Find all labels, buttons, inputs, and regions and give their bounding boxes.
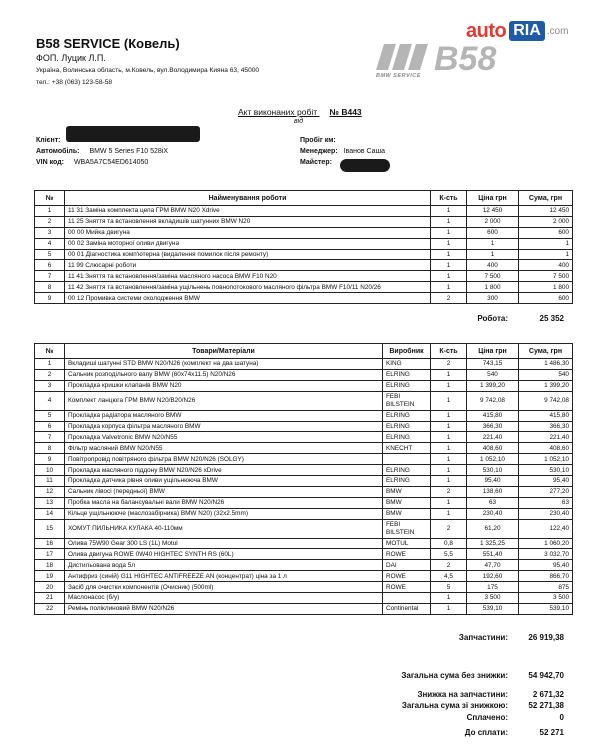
table-cell: 63 — [519, 497, 573, 508]
table-cell: 230,40 — [519, 508, 573, 519]
table-cell: 5 — [35, 249, 65, 260]
table-cell: 9 — [35, 293, 65, 304]
summary-with-discount-value: 52 271,38 — [528, 701, 564, 710]
table-row — [35, 216, 573, 227]
works-col-name: Найменування роботи — [65, 191, 431, 206]
table-cell: 600 — [467, 227, 519, 238]
table-cell: 7 — [35, 432, 65, 443]
works-col-number: № — [35, 191, 65, 206]
table-cell: 3 032,70 — [519, 549, 573, 560]
table-cell: Олива двигуна ROWE 0W40 HIGHTEC SYNTH RS (60L) — [65, 549, 383, 560]
company-name: B58 SERVICE (Ковель) — [36, 36, 180, 51]
table-cell: 1 — [431, 216, 467, 227]
parts-total-value: 26 919,38 — [528, 633, 564, 642]
table-cell: 14 — [35, 508, 65, 519]
company-address: Україна, Волинська область, м.Ковель, вул.Володимира Кияна 63, 45000 — [36, 67, 260, 74]
table-cell: 1 399,20 — [467, 380, 519, 391]
table-cell: 9 — [35, 454, 65, 465]
table-cell: 1 — [431, 603, 467, 614]
table-cell: 221,40 — [519, 432, 573, 443]
table-row — [35, 465, 573, 476]
table-cell: 366,30 — [467, 421, 519, 432]
table-row — [35, 519, 573, 538]
company-owner: ФОП. Луцик Л.П. — [36, 53, 106, 63]
b58-logo-subtitle: BMW SERVICE — [376, 73, 421, 79]
table-cell: 8 — [35, 443, 65, 454]
table-cell: 20 — [35, 582, 65, 593]
table-cell: 95,40 — [519, 560, 573, 571]
table-row — [35, 391, 573, 410]
table-cell: 1 — [35, 206, 65, 217]
vin-label: VIN код: — [36, 159, 64, 166]
table-cell: 1 052,10 — [467, 454, 519, 465]
table-cell: Прокладка кришки клапанів BMW N20 — [65, 380, 383, 391]
table-cell: BMW — [383, 508, 431, 519]
client-redacted — [66, 126, 200, 142]
table-row — [35, 432, 573, 443]
table-cell: 22 — [35, 603, 65, 614]
table-cell: KNECHT — [383, 443, 431, 454]
works-col-price: Ціна грн — [467, 191, 519, 206]
table-cell: 61,20 — [467, 519, 519, 538]
table-cell: 1 — [431, 593, 467, 604]
table-row — [35, 538, 573, 549]
table-cell: 1 — [431, 508, 467, 519]
table-row — [35, 443, 573, 454]
table-cell: 1 — [467, 249, 519, 260]
table-cell: 2 — [35, 369, 65, 380]
table-cell: 3 500 — [467, 593, 519, 604]
table-cell: 19 — [35, 571, 65, 582]
table-cell: 9 742,08 — [467, 391, 519, 410]
table-cell: 5,5 — [431, 549, 467, 560]
table-cell: 00 01 Діагностика комп'ютерна (видалення помилок після ремонту) — [65, 249, 431, 260]
table-cell: 1 — [519, 238, 573, 249]
table-cell: 866,70 — [519, 571, 573, 582]
table-cell: 2 — [431, 359, 467, 370]
table-cell: 530,10 — [519, 465, 573, 476]
table-cell: 11 31 Заміна комплекта цепа ГРМ BMW N20 Xdrive — [65, 206, 431, 217]
table-row — [35, 410, 573, 421]
table-cell: ELRING — [383, 465, 431, 476]
table-cell — [383, 454, 431, 465]
table-cell: 530,10 — [467, 465, 519, 476]
table-cell: 11 99 Слюсарні роботи — [65, 260, 431, 271]
table-cell: 1 — [431, 443, 467, 454]
works-total-label: Робота: — [477, 314, 508, 323]
table-cell: ХОМУТ ПИЛЬНИКА КУЛАКА 40-110мм — [65, 519, 383, 538]
table-cell: 1 — [431, 454, 467, 465]
table-cell: 1 — [431, 465, 467, 476]
table-cell: Прокладка корпуса фільтра масляного BMW — [65, 421, 383, 432]
manager-value: Іванов Саша — [343, 148, 386, 155]
table-cell: 3 — [35, 227, 65, 238]
table-cell: 540 — [467, 369, 519, 380]
table-cell: Дистильована вода 5л — [65, 560, 383, 571]
table-row — [35, 282, 573, 293]
table-cell: 12 450 — [519, 206, 573, 217]
vin-value: WBA5A7C54ED614050 — [73, 159, 149, 166]
table-cell: 1 — [431, 410, 467, 421]
table-row — [35, 476, 573, 487]
act-number: № B443 — [329, 107, 362, 117]
table-cell: Засіб для очистки компонентів (Очисник) (500ml) — [65, 582, 383, 593]
table-cell: 1 325,25 — [467, 538, 519, 549]
act-title — [238, 107, 362, 117]
summary-paid-value: 0 — [559, 713, 564, 722]
summary-to-pay-value: 52 271 — [539, 728, 564, 737]
table-cell: ELRING — [383, 410, 431, 421]
table-cell: 221,40 — [467, 432, 519, 443]
table-cell: 875 — [519, 582, 573, 593]
table-cell: DAI — [383, 560, 431, 571]
table-row — [35, 249, 573, 260]
table-cell: 1 — [467, 238, 519, 249]
table-cell: ROWE — [383, 571, 431, 582]
table-cell: 11 42 Зняття та встановлення/заміна ущільнень повнопотокового масляного фільтра BMW F10/11 N20/26 — [65, 282, 431, 293]
table-cell: 00 12 Промивка системи охолодження BMW — [65, 293, 431, 304]
watermark-ria-text: RIA — [509, 21, 545, 41]
table-cell: 4 — [35, 238, 65, 249]
table-cell: 1 — [431, 369, 467, 380]
table-cell: 2 — [431, 560, 467, 571]
table-cell: 16 — [35, 538, 65, 549]
table-cell: 2 — [431, 293, 467, 304]
table-cell: Прокладка датчика рівня оливи ущільнююча BMW — [65, 476, 383, 487]
table-cell: Кільце ущільнююче (маслозабірника) BMW N20) (32x2.5mm) — [65, 508, 383, 519]
parts-col-qty: К-сть — [431, 344, 467, 359]
table-cell: 2 000 — [467, 216, 519, 227]
table-cell: 1 399,20 — [519, 380, 573, 391]
table-row — [35, 497, 573, 508]
table-cell: 192,60 — [467, 571, 519, 582]
company-phone: тел.: +38 (063) 123-58-58 — [36, 79, 113, 86]
table-cell: MOTUL — [383, 538, 431, 549]
client-label: Клієнт: — [36, 137, 61, 144]
table-cell: Ремінь поліклиновий BMW N20/N26 — [65, 603, 383, 614]
table-cell: 540 — [519, 369, 573, 380]
table-cell: 1 — [431, 421, 467, 432]
table-row — [35, 593, 573, 604]
table-cell: 95,40 — [519, 476, 573, 487]
summary-discount-label: Знижка на запчастини: — [417, 690, 508, 699]
table-row — [35, 582, 573, 593]
table-cell: ROWE — [383, 582, 431, 593]
table-cell: 4,5 — [431, 571, 467, 582]
table-cell: 3 — [35, 380, 65, 391]
table-cell: 600 — [519, 227, 573, 238]
summary-with-discount-label: Загальна сума зі знижкою: — [401, 701, 508, 710]
works-total-value: 25 352 — [539, 314, 564, 323]
table-cell: 0,8 — [431, 538, 467, 549]
table-row — [35, 421, 573, 432]
car-value: BMW 5 Series F10 528iX — [89, 148, 169, 155]
table-cell: Маслонасос (б/у) — [65, 593, 383, 604]
vin-row — [36, 159, 148, 166]
table-cell: 415,80 — [467, 410, 519, 421]
table-cell: ELRING — [383, 369, 431, 380]
table-cell: 17 — [35, 549, 65, 560]
works-table — [34, 190, 573, 304]
table-row — [35, 369, 573, 380]
table-cell: 400 — [467, 260, 519, 271]
table-row — [35, 260, 573, 271]
table-cell: 15 — [35, 519, 65, 538]
table-cell: 7 — [35, 271, 65, 282]
table-row — [35, 454, 573, 465]
table-cell: ELRING — [383, 476, 431, 487]
parts-header-row — [35, 344, 573, 359]
parts-table — [34, 343, 573, 615]
table-cell: 1 — [431, 227, 467, 238]
act-title-text: Акт виконаних робіт — [238, 107, 318, 117]
table-row — [35, 571, 573, 582]
table-cell: 1 800 — [467, 282, 519, 293]
b58-logo-text: B58 — [434, 44, 497, 78]
table-cell: Повітропровід повітряного фільтра BMW N20/N26 (SOLGY) — [65, 454, 383, 465]
summary-to-pay-label: До сплати: — [464, 728, 508, 737]
table-cell: 7 500 — [467, 271, 519, 282]
parts-total-label: Запчастини: — [458, 633, 508, 642]
act-date-label: від — [294, 118, 304, 125]
manager-label: Менеджер: — [300, 148, 338, 155]
table-cell: 11 41 Зняття та встановлення/заміна масляного насоса BMW F10 N20 — [65, 271, 431, 282]
watermark-auto-text: auto — [466, 19, 507, 42]
table-cell: 1 — [431, 282, 467, 293]
table-cell: 122,40 — [519, 519, 573, 538]
car-row — [36, 148, 168, 155]
watermark-domain-text: .com — [546, 25, 569, 37]
table-cell: 11 25 Зняття та встановлення вкладишів шатунних BMW N20 — [65, 216, 431, 227]
table-cell: 175 — [467, 582, 519, 593]
table-cell: 13 — [35, 497, 65, 508]
table-cell: 539,10 — [519, 603, 573, 614]
table-cell: ELRING — [383, 432, 431, 443]
summary-paid-label: Сплачено: — [466, 713, 508, 722]
table-cell: 00 00 Мийка двигуна — [65, 227, 431, 238]
master-redacted — [340, 159, 390, 172]
table-cell: Антифриз (синій) G11 HIGHTEC ANTIFREEZE AN (концентрат) ціна за 1 л — [65, 571, 383, 582]
table-cell: 1 — [519, 249, 573, 260]
table-cell: 21 — [35, 593, 65, 604]
parts-col-number: № — [35, 344, 65, 359]
table-cell: 00 02 Заміна моторної оливи двигуна — [65, 238, 431, 249]
table-cell: Олива 75W90 Gear 300 LS (1L) Motul — [65, 538, 383, 549]
table-cell: Прокладка масляного піддону BMW N20/N26 xDrive — [65, 465, 383, 476]
table-cell: 1 — [431, 238, 467, 249]
summary-no-discount-value: 54 942,70 — [528, 671, 564, 680]
table-cell: KING — [383, 359, 431, 370]
table-cell: 400 — [519, 260, 573, 271]
table-cell: 1 — [431, 249, 467, 260]
table-cell: 1 — [431, 432, 467, 443]
table-cell: 1 — [431, 206, 467, 217]
table-cell: 2 — [431, 486, 467, 497]
table-cell: 1 052,10 — [519, 454, 573, 465]
table-row — [35, 486, 573, 497]
table-cell: 6 — [35, 421, 65, 432]
table-cell: 1 — [431, 476, 467, 487]
works-col-qty: К-сть — [431, 191, 467, 206]
table-cell: 366,30 — [519, 421, 573, 432]
table-cell: ROWE — [383, 549, 431, 560]
table-cell: 138,60 — [467, 486, 519, 497]
table-cell: Комплект ланцюга ГРМ BMW N20/B20/N26 — [65, 391, 383, 410]
table-cell: 3 500 — [519, 593, 573, 604]
table-cell: 12 450 — [467, 206, 519, 217]
table-cell: 9 742,08 — [519, 391, 573, 410]
table-cell: 600 — [519, 293, 573, 304]
table-cell: 551,40 — [467, 549, 519, 560]
table-cell: 1 486,30 — [519, 359, 573, 370]
table-row — [35, 549, 573, 560]
table-cell: 8 — [35, 282, 65, 293]
table-cell: 5 — [35, 410, 65, 421]
table-cell: 1 — [431, 271, 467, 282]
table-cell: 1 — [431, 260, 467, 271]
table-cell — [383, 593, 431, 604]
table-cell: 415,80 — [519, 410, 573, 421]
table-cell: 1 — [431, 391, 467, 410]
parts-col-price: Ціна грн — [467, 344, 519, 359]
table-cell: 743,15 — [467, 359, 519, 370]
table-cell: 18 — [35, 560, 65, 571]
table-row — [35, 238, 573, 249]
table-cell: 2 — [431, 519, 467, 538]
table-cell: 2 — [35, 216, 65, 227]
table-cell: 1 — [35, 359, 65, 370]
table-cell: Пробка масла на балансувальні вали BMW N20/N26 — [65, 497, 383, 508]
table-cell: Вкладиші шатунні STD BMW N20/N26 (комплект на два шатуна) — [65, 359, 383, 370]
table-row — [35, 560, 573, 571]
table-row — [35, 227, 573, 238]
table-cell: 300 — [467, 293, 519, 304]
table-cell: 7 500 — [519, 271, 573, 282]
table-cell: Continental — [383, 603, 431, 614]
table-row — [35, 359, 573, 370]
table-cell: 11 — [35, 476, 65, 487]
parts-col-name: Товари/Матеріали — [65, 344, 383, 359]
table-cell: 230,40 — [467, 508, 519, 519]
master-label: Майстер: — [300, 159, 332, 166]
table-cell: 408,60 — [467, 443, 519, 454]
table-cell: 539,10 — [467, 603, 519, 614]
table-cell: 1 060,20 — [519, 538, 573, 549]
table-cell: 2 000 — [519, 216, 573, 227]
table-cell: 1 800 — [519, 282, 573, 293]
table-cell: 47,70 — [467, 560, 519, 571]
table-cell: 277,20 — [519, 486, 573, 497]
summary-discount-value: 2 671,32 — [532, 690, 564, 699]
table-cell: 63 — [467, 497, 519, 508]
table-cell: 95,40 — [467, 476, 519, 487]
works-col-sum: Сума, грн — [519, 191, 573, 206]
table-cell: 408,60 — [519, 443, 573, 454]
table-cell: Фільтр масляний BMW N20/N55 — [65, 443, 383, 454]
car-label: Автомобіль: — [36, 148, 80, 155]
table-cell: 12 — [35, 486, 65, 497]
table-row — [35, 508, 573, 519]
table-cell: 10 — [35, 465, 65, 476]
table-row — [35, 271, 573, 282]
works-header-row — [35, 191, 573, 206]
table-cell: Прокладка радіатора масляного BMW — [65, 410, 383, 421]
table-cell: ELRING — [383, 380, 431, 391]
table-row — [35, 380, 573, 391]
table-row — [35, 206, 573, 217]
table-cell: ELRING — [383, 421, 431, 432]
table-row — [35, 603, 573, 614]
table-cell: BMW — [383, 497, 431, 508]
table-cell: 1 — [431, 380, 467, 391]
summary-no-discount-label: Загальна сума без знижки: — [401, 671, 508, 680]
parts-col-maker: Виробник — [383, 344, 431, 359]
parts-col-sum: Сума, грн — [519, 344, 573, 359]
table-cell: Сальник розподільного валу BMW (60x74x11.5) N20/N26 — [65, 369, 383, 380]
table-cell: 5 — [431, 582, 467, 593]
table-cell: 4 — [35, 391, 65, 410]
table-cell: 1 — [431, 497, 467, 508]
table-cell: BMW — [383, 486, 431, 497]
table-cell: Сальник лівосі (передньої) BMW — [65, 486, 383, 497]
table-cell: 6 — [35, 260, 65, 271]
table-cell: Прокладка Valvetronic BMW N20/N55 — [65, 432, 383, 443]
mileage-label: Пробіг км: — [300, 137, 336, 144]
manager-row — [300, 148, 385, 155]
autoria-watermark — [466, 18, 568, 44]
table-cell: FEBI BILSTEIN — [383, 519, 431, 538]
table-row — [35, 293, 573, 304]
table-cell: FEBI BILSTEIN — [383, 391, 431, 410]
